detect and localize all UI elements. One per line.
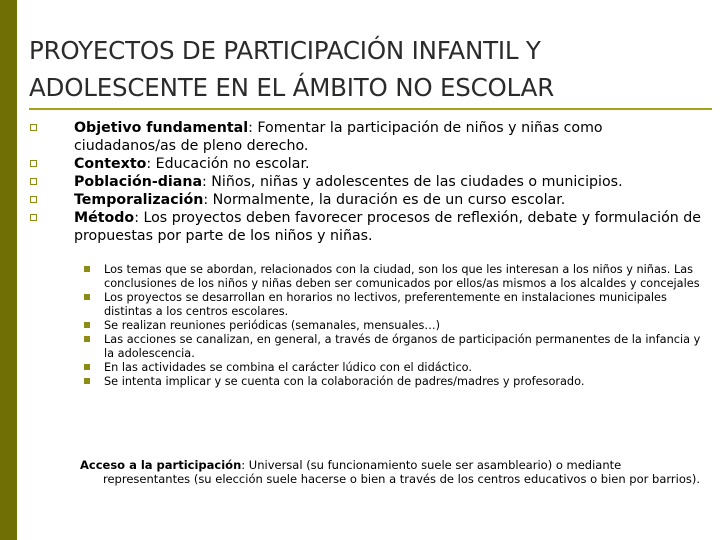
square-bullet-icon [30,178,37,185]
item-text: : Normalmente, la duración es de un curso escolar. [203,192,566,208]
filled-square-bullet-icon [84,336,90,342]
sub-item [84,361,709,375]
item-text: : Educación no escolar. [146,156,310,172]
sub-item-text: Las acciones se canalizan, en general, a través de órganos de participación permanentes de la infancia y la adolescencia. [104,333,701,360]
slide-title: PROYECTOS DE PARTICIPACIÓN INFANTIL Y ADOLESCENTE EN EL ÁMBITO NO ESCOLAR [29,36,555,102]
sub-item-text: Los temas que se abordan, relacionados con la ciudad, son los que les interesan a los niños y niñas. Las conclusiones de los niños y niñas deben ser comunicados por ellos/as mismos a los alcaldes y concejales [104,263,700,290]
item-text: : Niños, niñas y adolescentes de las ciudades o municipios. [202,174,623,190]
main-bullet-list [29,119,709,245]
item-label: Temporalización [74,192,204,208]
item-label: Método [74,210,135,226]
sub-item-text: Se realizan reuniones periódicas (semanales, mensuales…) [104,319,441,332]
sub-item [84,291,709,319]
filled-square-bullet-icon [84,322,90,328]
sidebar-accent-bar [0,0,17,540]
item-label: Objetivo fundamental [74,120,249,136]
square-bullet-icon [30,214,37,221]
square-bullet-icon [30,160,37,167]
item-text: : Los proyectos deben favorecer procesos de reflexión, debate y formulación de propuestas por parte de los niños y niñas. [74,210,701,244]
filled-square-bullet-icon [84,294,90,300]
sub-item [84,333,709,361]
main-item-contexto [29,155,709,173]
main-item-poblacion [29,173,709,191]
sub-item [84,319,709,333]
acceso-text: : Universal (su funcionamiento suele ser asambleario) o mediante representantes (su elección suele hacerse o bien a través de los centros educativos o bien por barrios). [103,458,700,487]
acceso-label: Acceso a la participación [80,458,242,472]
square-bullet-icon [30,196,37,203]
filled-square-bullet-icon [84,364,90,370]
sub-bullet-list [84,263,709,389]
acceso-paragraph [80,458,703,486]
item-label: Población-diana [74,174,203,190]
square-bullet-icon [30,124,37,131]
main-item-temporalizacion [29,191,709,209]
sub-item-text: Se intenta implicar y se cuenta con la colaboración de padres/madres y profesorado. [104,375,585,388]
sub-item [84,375,709,389]
sub-item-text: Los proyectos se desarrollan en horarios no lectivos, preferentemente en instalaciones municipales distintas a los centros escolares. [104,291,667,318]
sub-item [84,263,709,291]
title-divider [29,108,712,110]
item-text: : Fomentar la participación de niños y niñas como ciudadanos/as de pleno derecho. [74,120,603,154]
main-item-metodo [29,209,709,245]
main-item-objetivo [29,119,709,155]
item-label: Contexto [74,156,147,172]
filled-square-bullet-icon [84,378,90,384]
filled-square-bullet-icon [84,266,90,272]
sub-item-text: En las actividades se combina el carácter lúdico con el didáctico. [104,361,472,374]
